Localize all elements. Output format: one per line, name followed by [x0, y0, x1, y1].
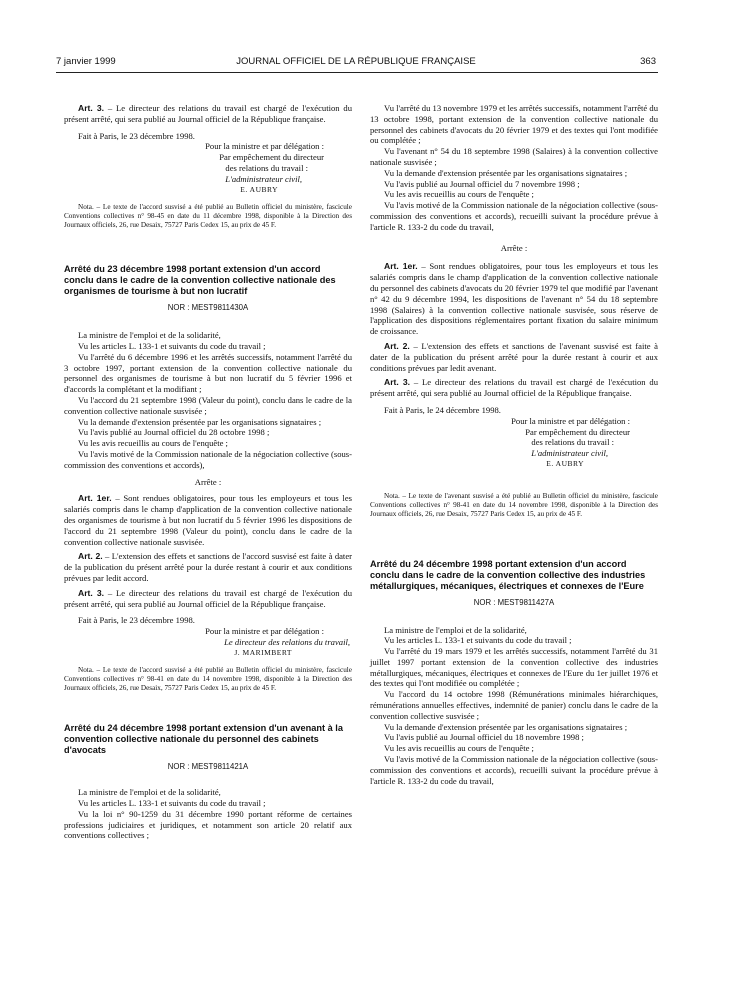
visa: La ministre de l'emploi et de la solidarité, [78, 330, 221, 341]
signature-line: L'administrateur civil, [531, 448, 608, 459]
signature-line: L'administrateur civil, [225, 173, 302, 184]
visa: Vu les avis recueillis au cours de l'enquête ; [384, 743, 534, 754]
signature-line: Pour la ministre et par délégation : [205, 626, 324, 637]
arrete-heading: Arrête : [194, 476, 222, 487]
signatory-name: E. AUBRY [546, 458, 584, 468]
decree-title: Arrêté du 24 décembre 1998 portant extension d'un accord conclu dans le cadre de la convention collective des industries métallurgiques, mécaniques, électriques et connexes de l'Eure [370, 558, 646, 591]
visa: Vu l'arrêté du 6 décembre 1996 et les arrêtés successifs, notamment l'arrêté du 3 octobre 1997, portant extension de la convention collective nationale du personnel des organismes de tourisme à but non lucratif du 5 février 1996 et d'accords la complétant et la modifiant ; [64, 351, 352, 395]
signature-date: Fait à Paris, le 24 décembre 1998. [384, 404, 501, 415]
article-2: Art. 2. – L'extension des effets et sanctions de l'avenant susvisé est faite à dater de la publication du présent arrêté pour la durée restant à courir et aux conditions prévues par ledit avenant. [370, 340, 658, 373]
signature-line: des relations du travail : [531, 437, 614, 448]
signature-line: Par empêchement du directeur [219, 152, 324, 163]
nor-reference: NOR : MEST9811427A [473, 597, 555, 607]
visa: Vu les articles L. 133-1 et suivants du code du travail ; [78, 798, 266, 809]
nor-reference: NOR : MEST9811421A [167, 762, 249, 772]
visa: Vu les articles L. 133-1 et suivants du code du travail ; [384, 635, 572, 646]
signature-line: des relations du travail : [225, 162, 308, 173]
article-3: Art. 3. – Le directeur des relations du travail est chargé de l'exécution du présent arrêté, qui sera publié au Journal officiel de la République française. [64, 103, 353, 124]
right-column [370, 103, 658, 786]
nor-reference: NOR : MEST9811430A [167, 303, 249, 313]
signature-line: Pour la ministre et par délégation : [205, 141, 324, 152]
decree-title: Arrêté du 24 décembre 1998 portant extension d'un avenant à la convention collective nationale du personnel des cabinets d'avocats [64, 723, 343, 756]
visa: Vu l'avis publié au Journal officiel du 18 novembre 1998 ; [384, 732, 584, 743]
signatory-name: J. MARIMBERT [234, 647, 292, 657]
page-header [56, 56, 656, 68]
decree-title: Arrêté du 23 décembre 1998 portant extension d'un accord conclu dans le cadre de la convention collective nationale des organismes de tourisme à but non lucratif [64, 264, 336, 297]
visa: Vu la demande d'extension présentée par les organisations signataires ; [384, 721, 628, 732]
visa: Vu l'avis motivé de la Commission nationale de la négociation collective (sous-commission des conventions et accords), recueilli suivant la procédure prévue à l'article R. 133-2 du code du travail, [370, 200, 658, 232]
visa: Vu l'avis motivé de la Commission nationale de la négociation collective (sous-commission des conventions et accords), [64, 448, 352, 470]
visa: Vu l'accord du 21 septembre 1998 (Valeur du point), conclu dans le cadre de la convention collective nationale susvisée ; [64, 394, 352, 416]
visa: Vu la demande d'extension présentée par les organisations signataires ; [384, 167, 628, 178]
note: Nota. – Le texte de l'accord susvisé a été publié au Bulletin officiel du ministère, fascicule Conventions collectives n° 98-45 en date du 11 décembre 1998, disponible à la Direction des Journaux officiels, 26, rue Desaix, 75727 Paris Cedex 15, au prix de 45 F. [64, 203, 352, 230]
visa: Vu l'avis motivé de la Commission nationale de la négociation collective (sous-commission des conventions et accords), recueilli suivant la procédure prévue à l'article R. 133-2 du code du travail, [370, 754, 658, 786]
article-1: Art. 1er. – Sont rendues obligatoires, pour tous les employeurs et tous les salariés compris dans le champ d'application de la convention collective nationale du personnel des cabinets d'avocats du 20 février 1979 tel que modifié par l'avenant n° 42 du 9 décembre 1994, les dispositions de l'avenant n° 54 du 18 septembre 1998 (Salaires) à la convention collective nationale susvisée, sous réserve de l'application des dispositions réglementaires portant fixation du salaire minimum de croissance. [370, 261, 658, 337]
article-2: Art. 2. – L'extension des effets et sanctions de l'accord susvisé est faite à dater de la publication du présent arrêté pour la durée restant à courir et aux conditions prévues par ledit accord. [64, 551, 352, 583]
visa: La ministre de l'emploi et de la solidarité, [78, 787, 221, 798]
note: Nota. – Le texte de l'accord susvisé a été publié au Bulletin officiel du ministère, fascicule Conventions collectives n° 98-41 en date du 14 novembre 1998, disponible à la Direction des Journaux officiels, 26, rue Desaix, 75727 Paris Cedex 15, au prix de 45 F. [64, 666, 352, 693]
signature-line: Par empêchement du directeur [525, 426, 630, 437]
signature-line: Pour la ministre et par délégation : [511, 415, 630, 426]
article-1: Art. 1er. – Sont rendues obligatoires, pour tous les employeurs et tous les salariés compris dans le champ d'application de la convention collective nationale des organismes de tourisme à but non lucratif du 5 février 1996 les dispositions de l'accord du 21 septembre 1998 (Valeur du point), conclu dans le cadre de la convention collective nationale susvisée. [64, 493, 352, 547]
header-rule [56, 72, 658, 73]
signatory-name: E. AUBRY [240, 184, 278, 194]
visa: Vu l'accord du 14 octobre 1998 (Rémunérations minimales hiérarchiques, rémunérations annuelles effectives, indemnité de panier) conclu dans le cadre de la convention collective susvisée ; [370, 689, 658, 721]
visa: Vu les avis recueillis au cours de l'enquête ; [384, 189, 534, 200]
page-number: 363 [640, 56, 656, 67]
note: Nota. – Le texte de l'avenant susvisé a été publié au Bulletin officiel du ministère, fascicule Conventions collectives n° 98-41 en date du 14 novembre 1998, disponible à la Direction des Journaux officiels, 26, rue Desaix, 75727 Paris Cedex 15, au prix de 45 F. [370, 491, 658, 518]
signature-line: Le directeur des relations du travail, [224, 636, 350, 647]
signature-date: Fait à Paris, le 23 décembre 1998. [78, 615, 195, 626]
visa: Vu l'avis publié au Journal officiel du 28 octobre 1998 ; [78, 427, 270, 438]
article-3: Art. 3. – Le directeur des relations du travail est chargé de l'exécution du présent arrêté, qui sera publié au Journal officiel de la République française. [64, 587, 353, 609]
signature-date: Fait à Paris, le 23 décembre 1998. [78, 130, 195, 141]
visa: Vu la loi n° 90-1259 du 31 décembre 1990 portant réforme de certaines professions judiciaires et juridiques, et notamment son article 20 relatif aux conventions collectives ; [64, 808, 352, 841]
visa: Vu les avis recueillis au cours de l'enquête ; [78, 438, 228, 449]
article-3: Art. 3. – Le directeur des relations du travail est chargé de l'exécution du présent arrêté, qui sera publié au Journal officiel de la République française. [370, 377, 659, 399]
visa: Vu l'avenant n° 54 du 18 septembre 1998 (Salaires) à la convention collective nationale susvisée ; [370, 146, 658, 167]
visa: Vu l'arrêté du 13 novembre 1979 et les arrêtés successifs, notamment l'arrêté du 13 octobre 1998, portant extension de la convention collective nationale du personnel des cabinets d'avocats du 20 février 1979 et des textes qui l'ont modifiée ou complétée ; [370, 103, 658, 146]
left-column [64, 103, 352, 841]
visa: Vu les articles L. 133-1 et suivants du code du travail ; [78, 340, 266, 351]
visa: Vu la demande d'extension présentée par les organisations signataires ; [78, 416, 322, 427]
visa: Vu l'arrêté du 19 mars 1979 et les arrêtés successifs, notamment l'arrêté du 31 juillet 1997 portant extension de la convention collective des industries métallurgiques, mécaniques, électriques et connexes de l'Eure du 1er juillet 1976 et des textes qui l'ont modifiée ou complétée ; [370, 646, 658, 689]
issue-date: 7 janvier 1999 [56, 56, 116, 67]
visa: Vu l'avis publié au Journal officiel du 7 novembre 1998 ; [384, 178, 580, 189]
journal-title: JOURNAL OFFICIEL DE LA RÉPUBLIQUE FRANÇAISE [236, 56, 476, 67]
visa: La ministre de l'emploi et de la solidarité, [384, 624, 527, 635]
arrete-heading: Arrête : [500, 242, 528, 253]
